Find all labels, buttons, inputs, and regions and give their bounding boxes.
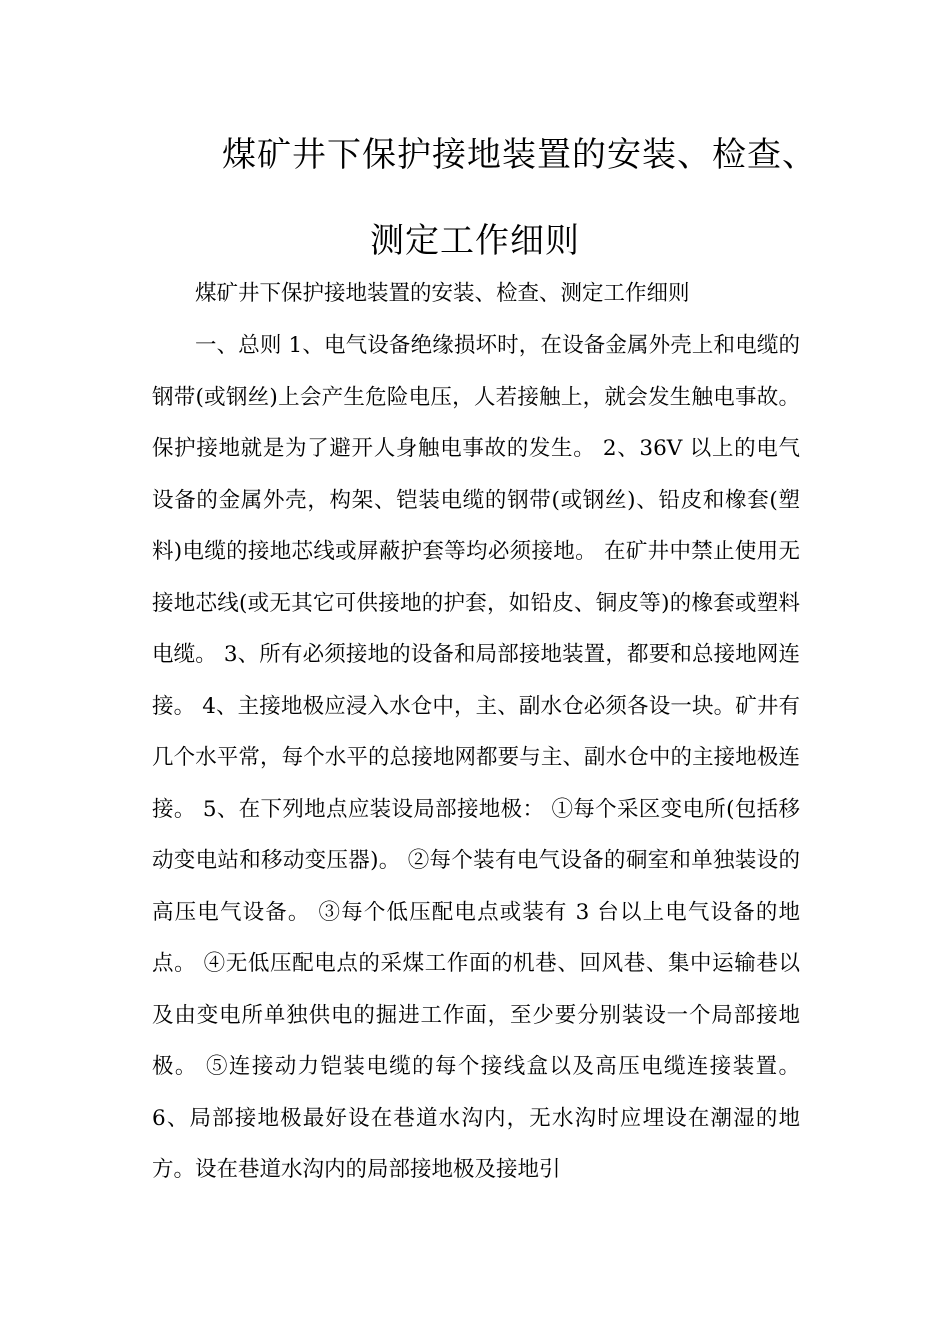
body-paragraph: 一、总则 1、电气设备绝缘损坏时，在设备金属外壳上和电缆的钢带(或钢丝)上会产生危险电压，人若接触上，就会发生触电事故。保护接地就是为了避开人身触电事故的发生。 2、36V 以上的电气设备的金属外壳，构架、铠装电缆的钢带(或钢丝)、铅皮和橡套(塑料)电缆的接地芯线或屏蔽护套等均必须接地。 在矿井中禁止使用无接地芯线(或无其它可供接地的护套，如铅皮、铜皮等)的橡套或塑料电缆。 3、所有必须接地的设备和局部接地装置，都要和总接地网连接。 4、主接地极应浸入水仓中，主、副水仓必须各设一块。矿井有几个水平常，每个水平的总接地网都要与主、副水仓中的主接地极连接。 5、在下列地点应装设局部接地极： ①每个采区变电所(包括移动变电站和移动变压器)。 ②每个装有电气设备的硐室和单独装设的高压电气设备。 ③每个低压配电点或装有 3 台以上电气设备的地点。 ④无低压配电点的采煤工作面的机巷、回风巷、集中运输巷以及由变电所单独供电的掘进工作面，至少要分别装设一个局部接地极。 ⑤连接动力铠装电缆的每个接线盒以及高压电缆连接装置。 6、局部接地极最好设在巷道水沟内，无水沟时应埋设在潮湿的地方。设在巷道水沟内的局部接地极及接地引 (152, 333, 800, 1182)
title-line-2: 测定工作细则 (370, 221, 580, 261)
document-title (150, 112, 817, 284)
document-body (152, 268, 800, 1196)
title-line-1: 煤矿井下保护接地装置的安装、检查、 (222, 135, 817, 175)
document-subtitle: 煤矿井下保护接地装置的安装、检查、测定工作细则 (195, 281, 690, 306)
